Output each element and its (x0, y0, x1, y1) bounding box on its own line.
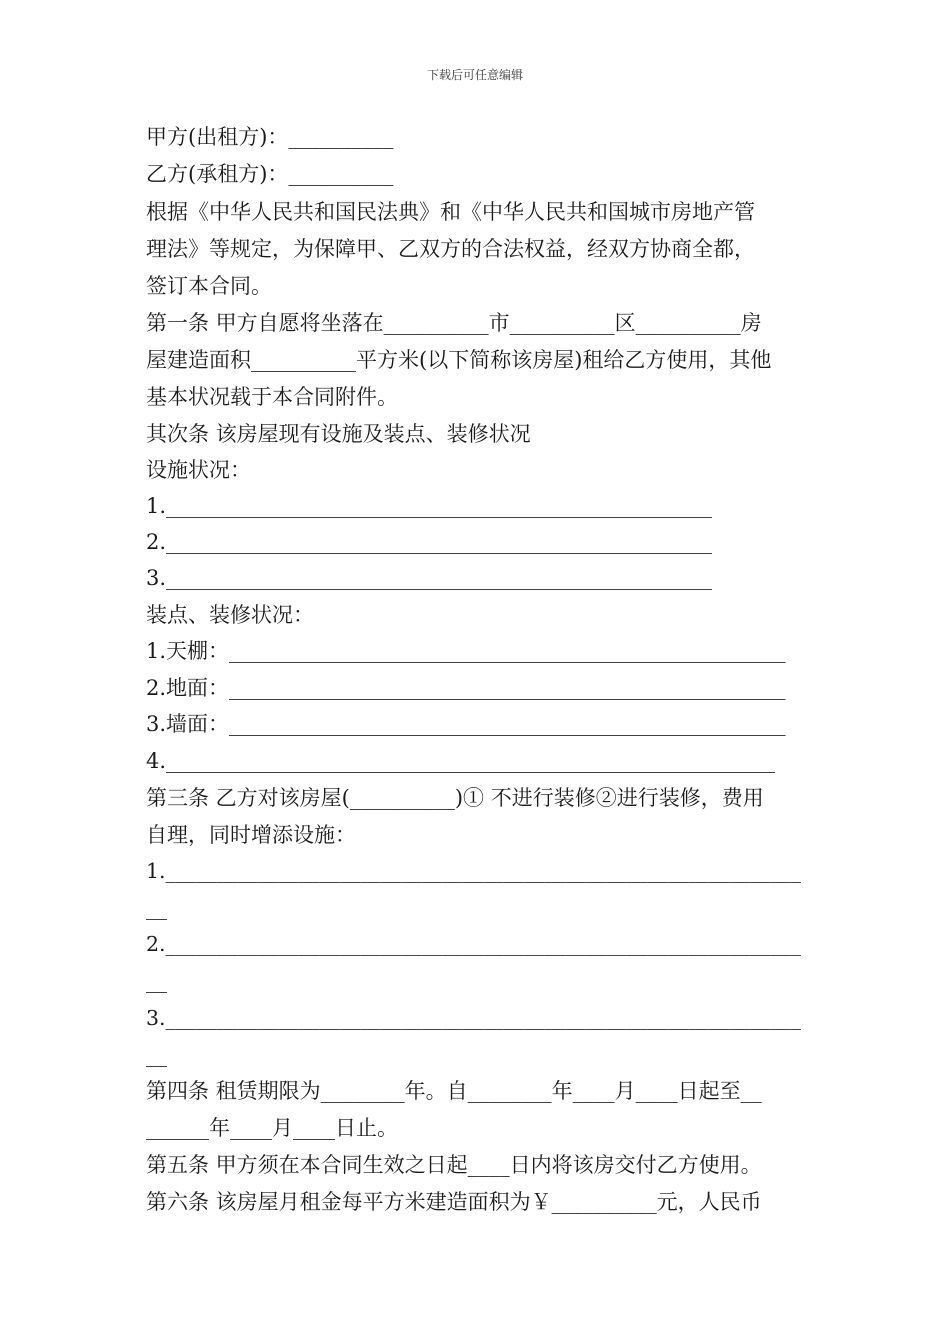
party-b-line: 乙方(承租方)：__________ (146, 162, 394, 186)
decoration-floor: 2.地面：_____________________________________________________ (146, 676, 786, 700)
decoration-ceiling: 1.天棚：_____________________________________________________ (146, 639, 786, 663)
facility-item-2: 2.____________________________________________________ (146, 530, 713, 554)
article-4-line-1: 第四条 租赁期限为________年。自________年____月____日起至__ (146, 1079, 762, 1103)
added-facility-3: 3.______________________________________________________________ (146, 1006, 802, 1030)
article-4-line-2: ______年____月____日止。 (146, 1116, 398, 1140)
added-facility-3-cont: __ (146, 1043, 167, 1067)
article-1-line-3: 基本状况载于本合同附件。 (146, 385, 398, 409)
facility-item-1: 1.____________________________________________________ (146, 494, 713, 518)
added-facility-1-cont: __ (146, 896, 167, 920)
decoration-wall: 3.墙面：_____________________________________________________ (146, 712, 786, 736)
added-facility-1: 1.______________________________________________________________ (146, 859, 802, 883)
facilities-heading: 设施状况： (146, 458, 251, 482)
page-header: 下载后可任意编辑 (426, 68, 523, 82)
preamble-line-1: 根据《中华人民共和国民法典》和《中华人民共和国城市房地产管 (146, 200, 755, 224)
preamble-line-2: 理法》等规定，为保障甲、乙双方的合法权益，经双方协商全都， (146, 237, 755, 261)
preamble-line-3: 签订本合同。 (146, 274, 272, 298)
facility-item-3: 3.____________________________________________________ (146, 566, 713, 590)
article-1-line-1: 第一条 甲方自愿将坐落在__________市__________区__________房 (146, 311, 762, 335)
decoration-item-4: 4.__________________________________________________________ (146, 749, 776, 773)
article-2-title: 其次条 该房屋现有设施及装点、装修状况 (146, 422, 531, 446)
party-a-line: 甲方(出租方)：__________ (146, 125, 394, 149)
article-3-line-1: 第三条 乙方对该房屋(__________)① 不进行装修②进行装修，费用 (146, 786, 764, 810)
article-3-line-2: 自理，同时增添设施： (146, 823, 356, 847)
article-1-line-2: 屋建造面积__________平方米(以下简称该房屋)租给乙方使用，其他 (146, 348, 772, 372)
added-facility-2-cont: __ (146, 969, 167, 993)
added-facility-2: 2.______________________________________________________________ (146, 932, 802, 956)
article-6-line-1: 第六条 该房屋月租金每平方米建造面积为￥__________元，人民币 (146, 1190, 762, 1214)
article-5: 第五条 甲方须在本合同生效之日起____日内将该房交付乙方使用。 (146, 1153, 762, 1177)
decoration-heading: 装点、装修状况： (146, 603, 314, 627)
